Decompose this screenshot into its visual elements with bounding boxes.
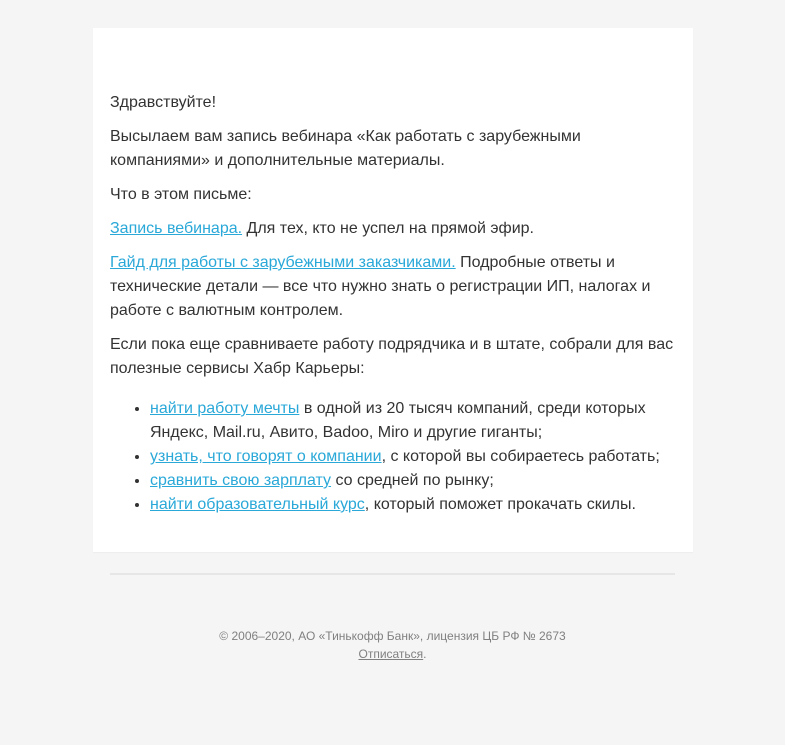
find-course-link[interactable]: найти образовательный курс: [150, 496, 365, 513]
list-item-text: в одной из 20 тысяч компаний, среди которых Яндекс, Mail.ru, Авито, Badoo, Miro и другие гиганты;: [150, 400, 646, 441]
services-intro: Если пока еще сравниваете работу подрядчика и в штате, собрали для вас полезные сервисы Хабр Карьеры:: [110, 336, 674, 377]
list-item: [150, 469, 680, 493]
list-item-text: , с которой вы собираетесь работать;: [381, 448, 660, 465]
guide-paragraph: [110, 251, 680, 323]
list-item-text: со средней по рынку;: [331, 472, 494, 489]
intro-text: Высылаем вам запись вебинара «Как работать с зарубежными компаниями» и дополнительные материалы.: [110, 128, 581, 169]
unsubscribe-suffix: .: [423, 647, 427, 661]
footer: [110, 627, 675, 663]
unsubscribe-link[interactable]: Отписаться: [358, 647, 424, 661]
greeting: Здравствуйте!: [110, 94, 217, 111]
webinar-recording-link[interactable]: Запись вебинара.: [110, 220, 243, 237]
list-item: [150, 493, 680, 517]
footer-divider: [110, 573, 675, 575]
webinar-paragraph: [110, 217, 680, 241]
whats-inside-heading: Что в этом письме:: [110, 186, 252, 203]
compare-salary-link[interactable]: сравнить свою зарплату: [150, 472, 332, 489]
services-list: [110, 397, 680, 517]
guide-link[interactable]: Гайд для работы с зарубежными заказчиками.: [110, 254, 456, 271]
find-dream-job-link[interactable]: найти работу мечты: [150, 400, 300, 417]
company-reviews-link[interactable]: узнать, что говорят о компании: [150, 448, 382, 465]
list-item: [150, 445, 680, 469]
unsubscribe-row: [110, 645, 675, 663]
email-card: [93, 28, 693, 552]
guide-description: Подробные ответы и технические детали — все что нужно знать о регистрации ИП, налогах и работе с валютным контролем.: [110, 254, 651, 319]
copyright-text: © 2006–2020, АО «Тинькофф Банк», лицензия ЦБ РФ № 2673: [219, 629, 566, 643]
webinar-description: Для тех, кто не успел на прямой эфир.: [242, 220, 534, 237]
list-item-text: , который поможет прокачать скилы.: [364, 496, 636, 513]
email-body: [110, 91, 680, 517]
list-item: [150, 397, 680, 445]
